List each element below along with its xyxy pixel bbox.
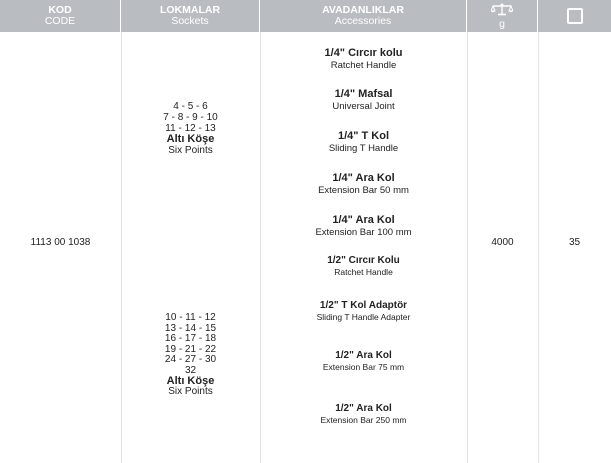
accessory-subtitle: Ratchet Handle — [334, 267, 393, 277]
header-weight — [467, 0, 538, 32]
accessory-item — [260, 214, 467, 238]
header-accessories — [260, 0, 467, 32]
accessory-item — [260, 172, 467, 196]
product-code: 1113 00 1038 — [30, 237, 91, 248]
accessory-subtitle: Extension Bar 250 mm — [320, 415, 407, 425]
socket-sizes: 24 - 27 - 30 — [164, 354, 217, 365]
accessory-subtitle: Extension Bar 50 mm — [318, 185, 409, 196]
socket-sizes: 16 - 17 - 18 — [164, 333, 217, 344]
socket-type-tr: Altı Köşe — [166, 133, 215, 145]
accessory-title: 1/4" Mafsal — [334, 88, 393, 100]
accessory-item — [260, 403, 467, 425]
socket-sizes: 32 — [184, 364, 197, 376]
header-code-en: CODE — [44, 15, 76, 27]
accessory-item — [260, 130, 467, 154]
socket-sizes: 19 - 21 - 22 — [164, 343, 217, 355]
accessory-title: 1/4" T Kol — [337, 130, 390, 142]
quantity-value: 35 — [568, 237, 581, 248]
accessory-subtitle: Sliding T Handle — [328, 143, 399, 154]
accessory-item — [260, 255, 467, 277]
sockets-group-1 — [121, 101, 260, 156]
header-code-tr: KOD — [48, 4, 72, 16]
accessory-subtitle: Extension Bar 75 mm — [322, 362, 405, 372]
accessory-subtitle: Extension Bar 100 mm — [315, 227, 412, 238]
socket-type-en: Six Points — [168, 145, 213, 156]
accessory-subtitle: Universal Joint — [332, 101, 395, 112]
table-header — [0, 0, 611, 32]
accessory-title: 1/2" T Kol Adaptör — [319, 300, 408, 311]
socket-sizes: 10 - 11 - 12 — [165, 312, 216, 323]
accessory-title: 1/4" Cırcır kolu — [324, 47, 403, 59]
socket-type-tr: Altı Köşe — [166, 375, 215, 387]
column-divider — [121, 32, 122, 463]
scale-icon — [491, 3, 513, 19]
weight-unit: g — [499, 17, 505, 30]
accessory-subtitle: Ratchet Handle — [330, 60, 397, 71]
header-sockets-tr: LOKMALAR — [159, 4, 221, 16]
header-code — [0, 0, 121, 32]
accessory-title: 1/4" Ara Kol — [332, 172, 395, 184]
accessory-item — [260, 300, 467, 322]
accessory-title: 1/2" Cırcır Kolu — [327, 255, 400, 266]
socket-sizes: 4 - 5 - 6 — [173, 101, 208, 112]
accessory-title: 1/2" Ara Kol — [335, 350, 392, 361]
socket-sizes: 13 - 14 - 15 — [164, 322, 217, 334]
accessory-subtitle: Sliding T Handle Adapter — [316, 312, 411, 322]
socket-sizes: 11 - 12 - 13 — [165, 123, 216, 134]
header-sockets-en: Sockets — [171, 15, 209, 27]
header-sockets — [121, 0, 260, 32]
header-accessories-en: Accessories — [334, 15, 392, 27]
sockets-group-2 — [121, 313, 260, 397]
weight-value: 4000 — [491, 237, 514, 248]
box-icon — [567, 8, 583, 24]
accessory-item — [260, 47, 467, 71]
socket-sizes: 7 - 8 - 9 - 10 — [163, 112, 218, 123]
accessory-item — [260, 350, 467, 372]
accessory-item — [260, 88, 467, 112]
header-accessories-tr: AVADANLIKLAR — [322, 4, 404, 16]
accessory-title: 1/2" Ara Kol — [335, 403, 392, 414]
socket-type-en: Six Points — [168, 385, 213, 397]
header-quantity — [538, 0, 611, 32]
accessory-title: 1/4" Ara Kol — [332, 214, 395, 226]
